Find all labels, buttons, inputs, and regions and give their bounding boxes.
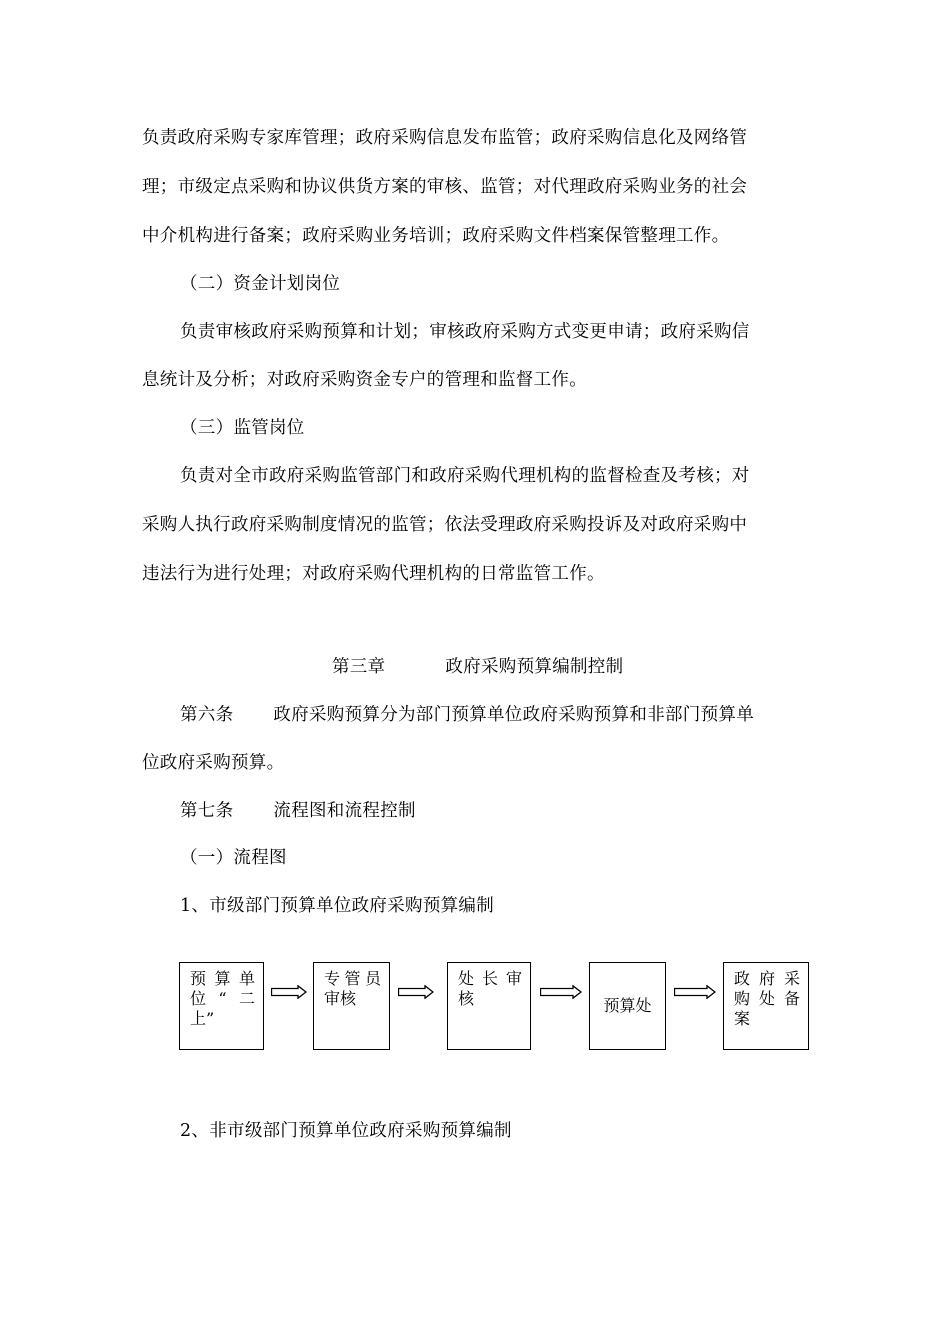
paragraph-3-line-3: 违法行为进行处理；对政府采购代理机构的日常监管工作。 (142, 564, 605, 584)
article-7-number: 第七条 (180, 801, 234, 821)
paragraph-2-line-2: 息统计及分析；对政府采购资金专户的管理和监督工作。 (142, 370, 587, 390)
flow-step-2-line-2: 审核 (324, 989, 357, 1008)
chapter-number: 第三章 (332, 657, 386, 677)
article-6-line-2: 位政府采购预算。 (142, 753, 285, 773)
flow-step-4-line-1: 预算处 (603, 996, 652, 1015)
chapter-heading (332, 657, 623, 677)
flow-step-3-line-2: 核 (458, 989, 475, 1008)
flow-step-5-line-3: 案 (734, 1009, 751, 1028)
flowchart-heading: （一）流程图 (180, 848, 287, 868)
flow-step-3-line-1: 处长审 (458, 969, 522, 988)
paragraph-3-line-2: 采购人执行政府采购制度情况的监管；依法受理政府采购投诉及对政府采购中 (142, 515, 748, 535)
article-6-text: 政府采购预算分为部门预算单位政府采购预算和非部门预算单 (273, 705, 755, 725)
double-line-right-arrow-icon (398, 985, 434, 999)
section-heading-supervision: （三）监管岗位 (180, 418, 305, 438)
paragraph-1-line-3: 中介机构进行备案；政府采购业务培训；政府采购文件档案保管整理工作。 (142, 226, 730, 246)
flow-step-officer-review (313, 962, 390, 1050)
paragraph-3-line-1: 负责对全市政府采购监管部门和政府采购代理机构的监督检查及考核；对 (180, 466, 750, 486)
double-line-right-arrow-icon (271, 985, 307, 999)
double-line-right-arrow-icon (540, 985, 582, 999)
flow-step-2-line-1: 专管员 (324, 969, 381, 988)
double-line-right-arrow-icon (674, 985, 716, 999)
flow-step-1-line-2: 位“二 (190, 989, 255, 1008)
flow-2-heading: 2、非市级部门预算单位政府采购预算编制 (180, 1121, 512, 1141)
section-heading-funding-plan: （二）资金计划岗位 (180, 274, 341, 294)
article-7-title: 流程图和流程控制 (273, 801, 416, 821)
paragraph-1-line-2: 理；市级定点采购和协议供货方案的审核、监管；对代理政府采购业务的社会 (142, 177, 748, 197)
chapter-title: 政府采购预算编制控制 (445, 657, 624, 677)
flow-step-budget-unit (179, 962, 264, 1050)
flow-step-1-line-3: 上” (190, 1009, 215, 1028)
flow-step-1-line-1: 预算单 (190, 969, 255, 988)
flow-step-5-line-1: 政府采 (734, 969, 800, 988)
article-7-heading (180, 801, 416, 821)
flow-1-heading: 1、市级部门预算单位政府采购预算编制 (180, 896, 495, 916)
flow-step-director-review (447, 962, 531, 1050)
flow-step-5-line-2: 购处备 (734, 989, 800, 1008)
paragraph-1-line-1: 负责政府采购专家库管理；政府采购信息发布监管；政府采购信息化及网络管 (142, 128, 748, 148)
article-6-line-1 (180, 705, 754, 725)
paragraph-2-line-1: 负责审核政府采购预算和计划；审核政府采购方式变更申请；政府采购信 (180, 322, 750, 342)
flow-step-procurement-office-filing (723, 962, 809, 1050)
article-6-number: 第六条 (180, 705, 234, 725)
flow-step-budget-office (589, 962, 666, 1050)
